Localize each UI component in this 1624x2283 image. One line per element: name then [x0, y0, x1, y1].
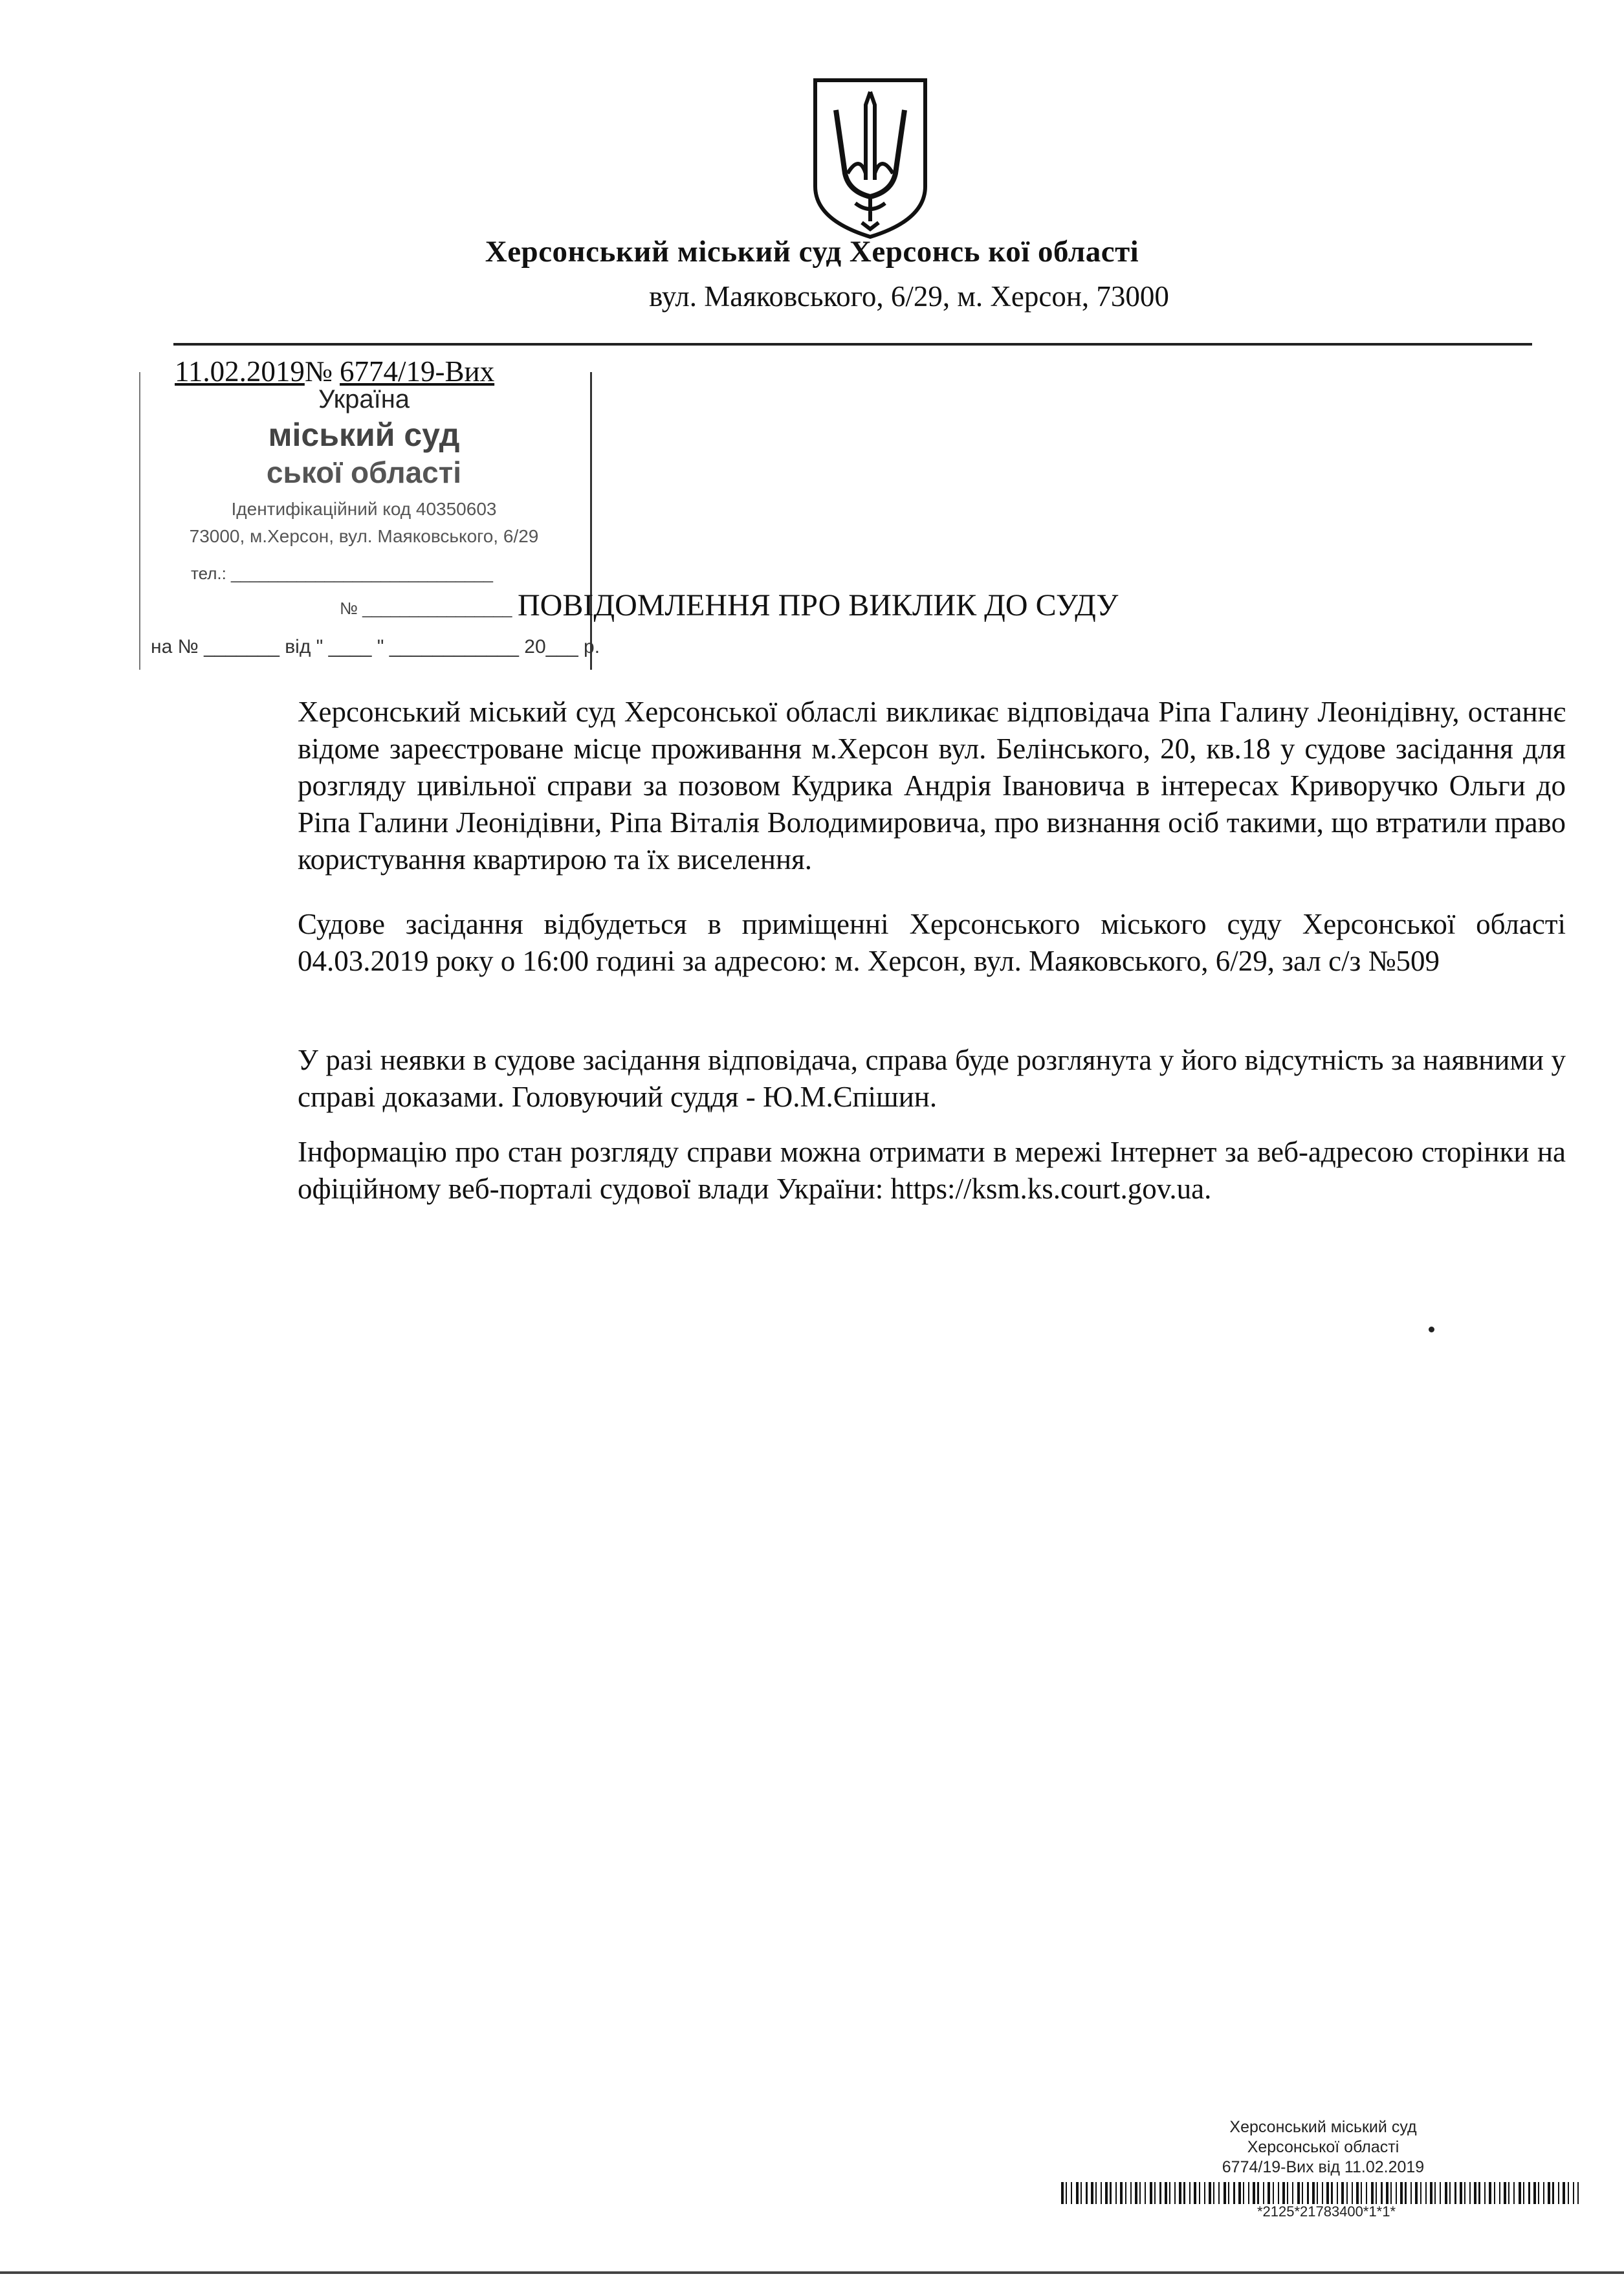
- outgoing-number: 6774/19-Вих: [340, 355, 495, 388]
- barcode-bar: [1267, 2182, 1270, 2204]
- barcode-bar: [1307, 2182, 1309, 2204]
- barcode-bar: [1243, 2182, 1244, 2204]
- barcode-bar: [1154, 2182, 1156, 2204]
- barcode-bar: [1440, 2182, 1441, 2204]
- footer-divider: [0, 2271, 1624, 2274]
- barcode-bar: [1130, 2182, 1132, 2204]
- outgoing-date: 11.02.2019: [175, 355, 305, 388]
- barcode-bar: [1430, 2182, 1432, 2204]
- barcode-bar: [1150, 2182, 1152, 2204]
- barcode-bar: [1396, 2182, 1397, 2204]
- barcode-bar: [1543, 2182, 1544, 2204]
- barcode-bar: [1494, 2182, 1495, 2204]
- barcode: [1061, 2182, 1579, 2204]
- barcode-bar: [1169, 2182, 1170, 2204]
- barcode-bar: [1425, 2182, 1427, 2204]
- barcode-bar: [1400, 2182, 1403, 2204]
- court-name: Херсонський міський суд Херсонсь кої області: [485, 235, 1139, 269]
- barcode-bar: [1110, 2182, 1112, 2204]
- barcode-bar: [1292, 2182, 1293, 2204]
- scan-speck: [1429, 1327, 1434, 1332]
- barcode-bar: [1213, 2182, 1214, 2204]
- barcode-bar: [1577, 2182, 1579, 2204]
- barcode-bar: [1519, 2182, 1521, 2204]
- header-divider: [173, 343, 1532, 346]
- barcode-bar: [1504, 2182, 1506, 2204]
- barcode-bar: [1159, 2182, 1161, 2204]
- barcode-bar: [1410, 2182, 1412, 2204]
- barcode-bar: [1361, 2182, 1362, 2204]
- barcode-bar: [1558, 2182, 1559, 2204]
- barcode-bar: [1533, 2182, 1536, 2204]
- barcode-bar: [1076, 2182, 1079, 2204]
- stamp-phone: тел.: ____________________________: [191, 564, 493, 583]
- barcode-bar: [1415, 2182, 1418, 2204]
- stamp-reply-to: на № _______ від " ____ " ____________ 20___ р.: [151, 636, 600, 657]
- barcode-bar: [1086, 2182, 1088, 2204]
- barcode-bar: [1317, 2182, 1318, 2204]
- barcode-bar: [1297, 2182, 1300, 2204]
- barcode-bar: [1278, 2182, 1279, 2204]
- barcode-bar: [1189, 2182, 1191, 2204]
- barcode-bar: [1454, 2182, 1456, 2204]
- barcode-bar: [1095, 2182, 1097, 2204]
- barcode-bar: [1179, 2182, 1181, 2204]
- barcode-bar: [1464, 2182, 1465, 2204]
- barcode-bar: [1061, 2182, 1064, 2204]
- barcode-bar: [1376, 2182, 1377, 2204]
- barcode-bar: [1445, 2182, 1447, 2204]
- barcode-bar: [1135, 2182, 1137, 2204]
- paragraph-info: Інформацію про стан розгляду справи можна отримати в мережі Інтернет за веб-адресою сторінки на офіційному веб-порталі судової влади України: https://ksm.ks.court.gov.ua.: [298, 1136, 1566, 1205]
- barcode-bar: [1263, 2182, 1264, 2204]
- barcode-bar: [1568, 2182, 1569, 2204]
- court-address: вул. Маяковського, 6/29, м. Херсон, 73000: [649, 280, 1169, 313]
- barcode-bar: [1248, 2182, 1249, 2204]
- barcode-bar: [1352, 2182, 1353, 2204]
- barcode-bar: [1478, 2182, 1480, 2204]
- barcode-bar: [1538, 2182, 1539, 2204]
- registration-region: Херсонської області: [1247, 2138, 1399, 2156]
- barcode-text: *2125*21783400*1*1*: [1256, 2203, 1396, 2220]
- barcode-bar: [1499, 2182, 1500, 2204]
- barcode-bar: [1238, 2182, 1241, 2204]
- barcode-bar: [1346, 2182, 1348, 2204]
- barcode-bar: [1312, 2182, 1315, 2204]
- stamp-id-code: Ідентифікаційний код 40350603: [231, 499, 497, 519]
- barcode-bar: [1420, 2182, 1421, 2204]
- barcode-bar: [1405, 2182, 1407, 2204]
- barcode-bar: [1223, 2182, 1226, 2204]
- barcode-bar: [1081, 2182, 1082, 2204]
- barcode-bar: [1282, 2182, 1285, 2204]
- barcode-bar: [1204, 2182, 1205, 2204]
- barcode-bar: [1228, 2182, 1229, 2204]
- stamp-court-name: міський суд: [268, 417, 460, 453]
- court-stamp: [139, 372, 600, 670]
- barcode-bar: [1523, 2182, 1524, 2204]
- registration-block: [1022, 2117, 1624, 2178]
- barcode-bar: [1120, 2182, 1123, 2204]
- barcode-bar: [1071, 2182, 1072, 2204]
- stamp-number: № ________________: [340, 599, 512, 618]
- registration-court: Херсонський міський суд: [1229, 2118, 1417, 2136]
- document-heading: ПОВІДОМЛЕННЯ ПРО ВИКЛИК ДО СУДУ: [518, 588, 1119, 623]
- barcode-bar: [1199, 2182, 1200, 2204]
- barcode-bar: [1194, 2182, 1196, 2204]
- outgoing-number-prefix: №: [304, 355, 333, 388]
- barcode-bar: [1125, 2182, 1126, 2204]
- barcode-bar: [1449, 2182, 1451, 2204]
- barcode-bar: [1273, 2182, 1274, 2204]
- stamp-address: 73000, м.Херсон, вул. Маяковського, 6/29: [189, 526, 539, 546]
- barcode-bar: [1302, 2182, 1303, 2204]
- paragraph-hearing: Судове засідання відбудеться в приміщенні Херсонського міського суду Херсонської області 04.03.2019 року о 16:00 годині за адресою: м. Херсон, вул. Маяковського, 6/29, зал с/з №509: [298, 908, 1566, 977]
- barcode-bar: [1390, 2182, 1392, 2204]
- barcode-bar: [1139, 2182, 1141, 2204]
- barcode-bar: [1174, 2182, 1176, 2204]
- barcode-bar: [1573, 2182, 1574, 2204]
- barcode-bar: [1257, 2182, 1259, 2204]
- barcode-bar: [1513, 2182, 1515, 2204]
- paragraph-summons: Херсонський міський суд Херсонської обласлі викликає відповідача Ріпа Галину Леонідівну, останнє відоме зареєстроване місце проживання м.Херсон вул. Белінського, 20, кв.18 у судове засідання для розгляду цивільної справи за позовом Кудрика Андрія Івановича в інтересах Криворучко Ольги до Ріпа Галини Леонідівни, Ріпа Віталія Володимировича, про визнання осіб такими, що втратили право користування квартирою та їх виселення.: [298, 696, 1566, 876]
- barcode-bar: [1460, 2182, 1462, 2204]
- barcode-bar: [1548, 2182, 1550, 2204]
- barcode-bar: [1165, 2182, 1167, 2204]
- barcode-bar: [1326, 2182, 1329, 2204]
- barcode-bar: [1341, 2182, 1344, 2204]
- barcode-bar: [1366, 2182, 1367, 2204]
- barcode-bar: [1386, 2182, 1388, 2204]
- barcode-bar: [1066, 2182, 1067, 2204]
- barcode-bar: [1552, 2182, 1554, 2204]
- barcode-bar: [1331, 2182, 1333, 2204]
- barcode-bar: [1356, 2182, 1359, 2204]
- barcode-bar: [1209, 2182, 1211, 2204]
- barcode-bar: [1287, 2182, 1288, 2204]
- barcode-bar: [1145, 2182, 1146, 2204]
- tryzub-emblem-icon: [810, 76, 930, 239]
- barcode-bar: [1091, 2182, 1093, 2204]
- registration-number: 6774/19-Вих від 11.02.2019: [1222, 2158, 1425, 2176]
- barcode-bar: [1563, 2182, 1565, 2204]
- barcode-bar: [1101, 2182, 1102, 2204]
- barcode-bar: [1253, 2182, 1255, 2204]
- barcode-bar: [1434, 2182, 1436, 2204]
- paragraph-absence: У разі неявки в судове засідання відповідача, справа буде розглянута у його відсутність за наявними у справі доказами. Головуючий суддя - Ю.М.Єпішин.: [298, 1044, 1566, 1113]
- barcode-bar: [1484, 2182, 1486, 2204]
- stamp-country: Україна: [318, 385, 410, 414]
- barcode-bar: [1322, 2182, 1323, 2204]
- barcode-bar: [1115, 2182, 1117, 2204]
- barcode-bar: [1489, 2182, 1491, 2204]
- barcode-bar: [1371, 2182, 1374, 2204]
- barcode-bar: [1233, 2182, 1235, 2204]
- barcode-bar: [1469, 2182, 1471, 2204]
- barcode-bar: [1218, 2182, 1220, 2204]
- stamp-region: ської області: [266, 456, 462, 489]
- barcode-bar: [1381, 2182, 1383, 2204]
- barcode-bar: [1105, 2182, 1108, 2204]
- barcode-bar: [1183, 2182, 1185, 2204]
- barcode-bar: [1528, 2182, 1530, 2204]
- barcode-bar: [1508, 2182, 1509, 2204]
- barcode-bar: [1337, 2182, 1338, 2204]
- barcode-bar: [1474, 2182, 1476, 2204]
